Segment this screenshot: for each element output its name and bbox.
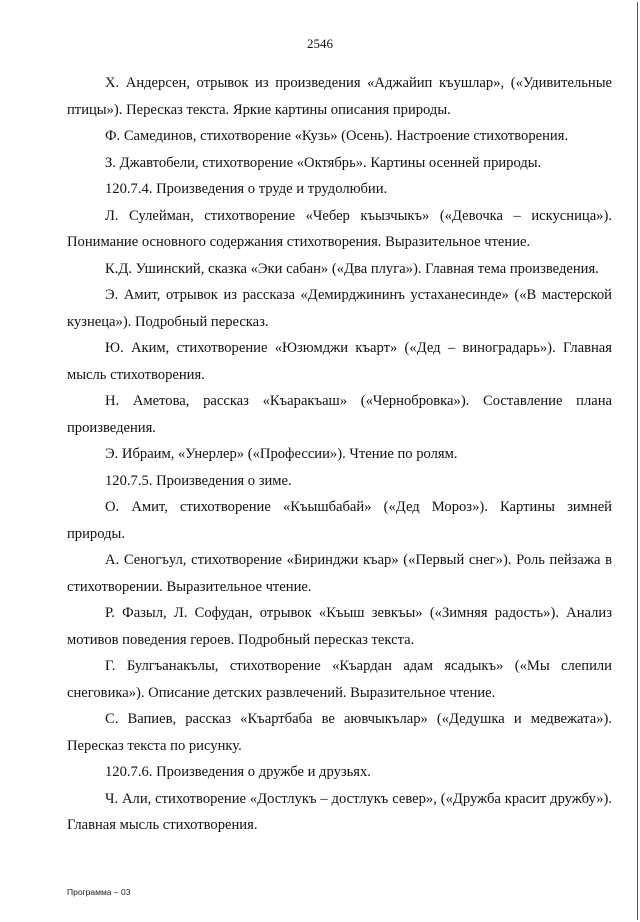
page-number: 2546 (307, 36, 333, 51)
paragraph: А. Сеногъул, стихотворение «Биринджи къар» («Первый снег»). Роль пейзажа в стихотворении. Выразительное чтение. (67, 552, 612, 595)
section-heading: 120.7.4. Произведения о труде и трудолюбии. (105, 181, 388, 197)
paragraph: Л. Сулейман, стихотворение «Чебер къызчыкъ» («Девочка – искусница»). Понимание основного содержания стихотворения. Выразительное чтение. (67, 207, 612, 250)
paragraph: Ф. Самединов, стихотворение «Кузь» (Осень). Настроение стихотворения. (105, 128, 569, 144)
section-heading: 120.7.6. Произведения о дружбе и друзьях. (105, 764, 371, 780)
paragraph: Г. Булгъанакълы, стихотворение «Къардан адам ясадыкъ» («Мы слепили снеговика»). Описание детских развлечений. Выразительное чтение. (67, 658, 612, 701)
document-body (67, 70, 612, 839)
paragraph: Э. Ибраим, «Унерлер» («Профессии»). Чтение по ролям. (105, 446, 458, 462)
page-edge-line (637, 2, 638, 920)
paragraph: Р. Фазыл, Л. Софудан, отрывок «Къыш зевкъы» («Зимняя радость»). Анализ мотивов поведения героев. Подробный пересказ текста. (67, 605, 612, 648)
footer-program-label: Программа – 03 (67, 887, 131, 897)
section-heading: 120.7.5. Произведения о зиме. (105, 472, 292, 489)
paragraph: Х. Андерсен, отрывок из произведения «Аджайип къушлар», («Удивительные птицы»). Пересказ текста. Яркие картины описания природы. (67, 75, 612, 118)
paragraph: З. Джавтобели, стихотворение «Октябрь». Картины осенней природы. (105, 154, 542, 171)
paragraph: Ч. Али, стихотворение «Достлукъ – достлукъ север», («Дружба красит дружбу»). Главная мысль стихотворения. (67, 790, 612, 833)
paragraph: К.Д. Ушинский, сказка «Эки сабан» («Два плуга»). Главная тема произведения. (105, 260, 599, 277)
paragraph: С. Вапиев, рассказ «Къартбаба ве аювчыкълар» («Дедушка и медвежата»). Пересказ текста по рисунку. (67, 711, 612, 754)
paragraph: О. Амит, стихотворение «Къышбабай» («Дед Мороз»). Картины зимней природы. (67, 499, 612, 542)
paragraph: Н. Аметова, рассказ «Къаракъаш» («Чернобровка»). Составление плана произведения. (67, 393, 612, 436)
paragraph: Э. Амит, отрывок из рассказа «Демирджининъ устаханесинде» («В мастерской кузнеца»). Подробный пересказ. (67, 287, 612, 330)
paragraph: Ю. Аким, стихотворение «Юзюмджи къарт» («Дед – виноградарь»). Главная мысль стихотворения. (67, 340, 612, 383)
